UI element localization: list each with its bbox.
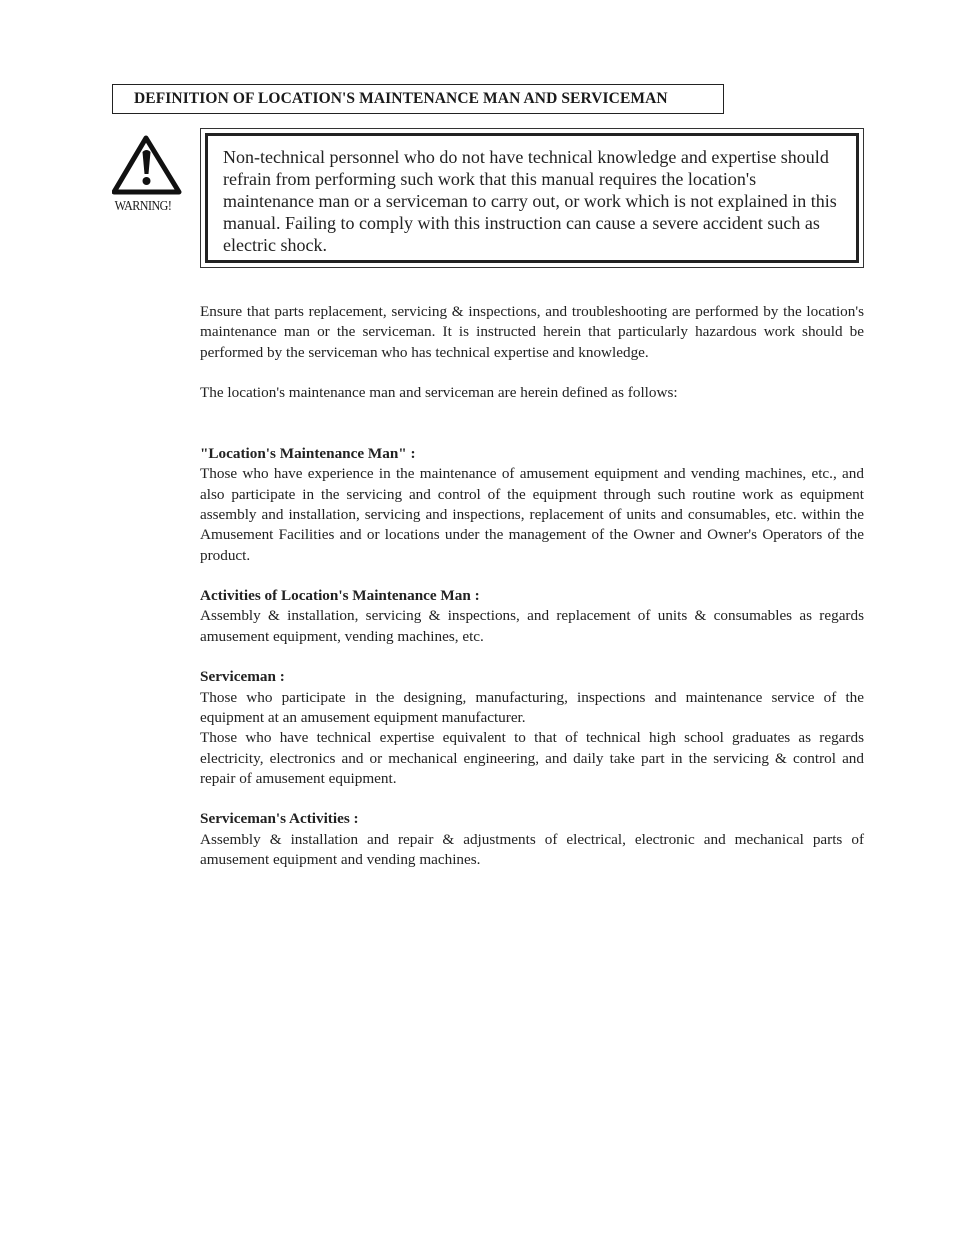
spacer: [200, 363, 864, 383]
document-body: [200, 302, 864, 870]
maintenance-man-heading: "Location's Maintenance Man" :: [200, 445, 416, 463]
section-title: [112, 84, 724, 114]
maintenance-man-definition: Those who have experience in the maintenance of amusement equipment and vending machines, etc., and also participate in the servicing and control of the equipment through such routine work as equipment assembly and installation, servicing and inspections, replacement of units and consumables, etc. within the Amusement Facilities and or locations under the management of the Owner and Owner's Operators of the product.: [200, 465, 864, 564]
serviceman-activities-heading: Serviceman's Activities :: [200, 810, 359, 828]
defined-as-paragraph: The location's maintenance man and serviceman are herein defined as follows:: [200, 384, 678, 402]
maintenance-man-activities-text: Assembly & installation, servicing & inspections, and replacement of units & consumables as regards amusement equipment, vending machines, etc.: [200, 607, 864, 645]
serviceman-heading: Serviceman :: [200, 668, 285, 686]
spacer: [200, 566, 864, 586]
serviceman-activities-text: Assembly & installation and repair & adjustments of electrical, electronic and mechanical parts of amusement equipment and vending machines.: [200, 830, 864, 869]
warning-label: WARNING!: [114, 199, 172, 214]
intro-paragraph: Ensure that parts replacement, servicing & inspections, and troubleshooting are performed by the location's maintenance man or the serviceman. It is instructed herein that particularly hazardous work should be performed by the serviceman who has technical expertise and knowledge.: [200, 303, 864, 361]
serviceman-definition-2: Those who have technical expertise equivalent to that of technical high school graduates as regards electricity, electronics and or mechanical engineering, and daily take part in the servicing & control and repair of amusement equipment.: [200, 729, 864, 787]
warning-text: Non-technical personnel who do not have technical knowledge and expertise should refrain from performing such work that this manual requires the location's maintenance man or a serviceman to carry out, or work which is not explained in this manual. Failing to comply with this instruction can cause a severe accident such as electric shock.: [223, 147, 837, 255]
warning-box: [205, 133, 859, 263]
maintenance-man-activities-heading: Activities of Location's Maintenance Man :: [200, 587, 480, 605]
serviceman-definition-1: Those who participate in the designing, manufacturing, inspections and maintenance service of the equipment at an amusement equipment manufacturer.: [200, 688, 864, 726]
section-title-text: DEFINITION OF LOCATION'S MAINTENANCE MAN AND SERVICEMAN: [134, 90, 668, 107]
spacer: [200, 403, 864, 444]
spacer: [200, 789, 864, 809]
spacer: [200, 647, 864, 667]
